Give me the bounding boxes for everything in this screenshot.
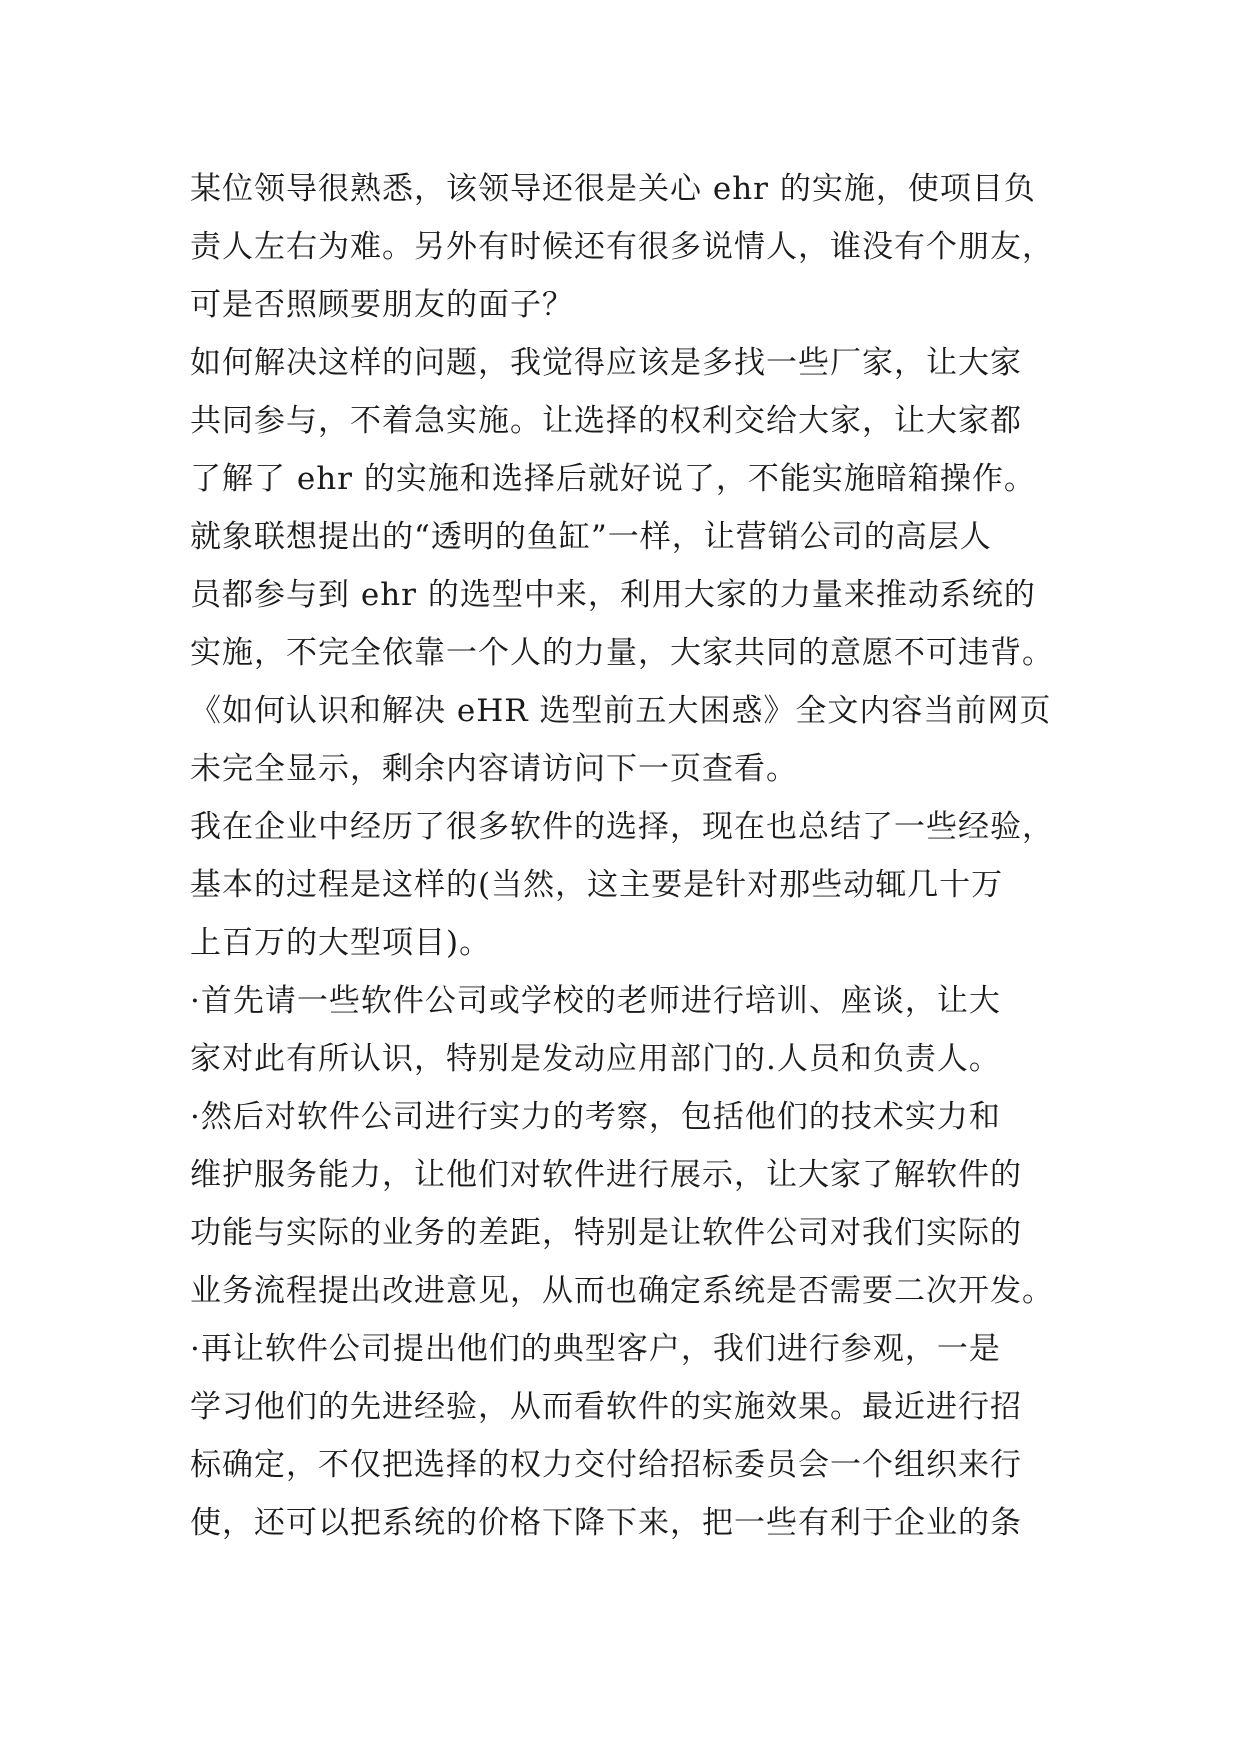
text-line: 未完全显示，剩余内容请访问下一页查看。: [190, 751, 798, 787]
text-line: 责人左右为难。另外有时候还有很多说情人，谁没有个朋友，: [190, 229, 1054, 265]
bullet-line: ·首先请一些软件公司或学校的老师进行培训、座谈，让大: [190, 983, 1001, 1019]
text-line: 了解了 ehr 的实施和选择后就好说了，不能实施暗箱操作。: [190, 461, 1036, 497]
document-body: [190, 160, 1070, 1552]
text-line: 《如何认识和解决 eHR 选型前五大困惑》全文内容当前网页: [190, 693, 1052, 729]
text-line: 标确定，不仅把选择的权力交付给招标委员会一个组织来行: [190, 1447, 1022, 1483]
text-line: 实施，不完全依靠一个人的力量，大家共同的意愿不可违背。: [190, 635, 1054, 671]
text-line: 家对此有所认识，特别是发动应用部门的.人员和负责人。: [190, 1041, 1001, 1077]
text-line: 如何解决这样的问题，我觉得应该是多找一些厂家，让大家: [190, 345, 1022, 381]
bullet-line: ·然后对软件公司进行实力的考察，包括他们的技术实力和: [190, 1099, 1001, 1135]
text-line: 基本的过程是这样的(当然，这主要是针对那些动辄几十万: [190, 867, 1004, 903]
text-line: 业务流程提出改进意见，从而也确定系统是否需要二次开发。: [190, 1273, 1054, 1309]
text-line: 员都参与到 ehr 的选型中来，利用大家的力量来推动系统的: [190, 577, 1036, 613]
text-line: 功能与实际的业务的差距，特别是让软件公司对我们实际的: [190, 1215, 1022, 1251]
text-line: 使，还可以把系统的价格下降下来，把一些有利于企业的条: [190, 1505, 1022, 1541]
text-line: 上百万的大型项目)。: [190, 925, 492, 961]
text-line: 某位领导很熟悉，该领导还很是关心 ehr 的实施，使项目负: [190, 171, 1036, 207]
text-line: 我在企业中经历了很多软件的选择，现在也总结了一些经验，: [190, 809, 1054, 845]
text-line: 就象联想提出的“透明的鱼缸”一样，让营销公司的高层人: [190, 519, 992, 555]
bullet-line: ·再让软件公司提出他们的典型客户，我们进行参观，一是: [190, 1331, 1001, 1367]
text-line: 共同参与，不着急实施。让选择的权利交给大家，让大家都: [190, 403, 1022, 439]
text-line: 可是否照顾要朋友的面子？: [190, 287, 574, 323]
text-line: 维护服务能力，让他们对软件进行展示，让大家了解软件的: [190, 1157, 1022, 1193]
text-line: 学习他们的先进经验，从而看软件的实施效果。最近进行招: [190, 1389, 1022, 1425]
